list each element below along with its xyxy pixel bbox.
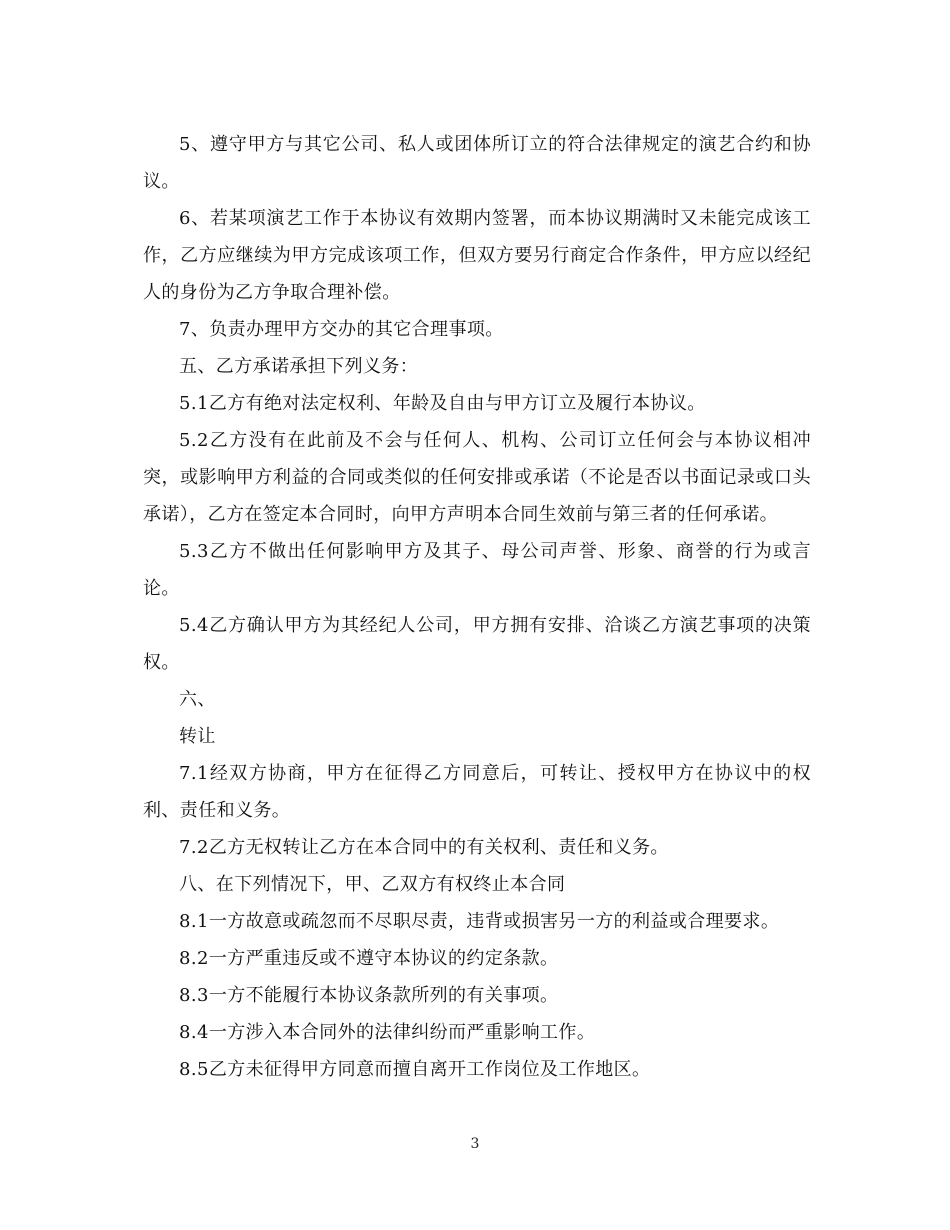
paragraph: 8.4一方涉入本合同外的法律纠纷而严重影响工作。 [179, 1022, 596, 1043]
paragraph: 8.3一方不能履行本协议条款所列的有关事项。 [179, 985, 559, 1006]
paragraph: 5.2乙方没有在此前及不会与任何人、机构、公司订立任何会与本协议相冲突，或影响甲方利益的合同或类似的任何安排或承诺（不论是否以书面记录或口头承诺），乙方在签定本合同时，向甲方声明本合同生效前与第三者的任何承诺。 [143, 430, 811, 525]
paragraph: 5.1乙方有绝对法定权利、年龄及自由与甲方订立及履行本协议。 [179, 393, 706, 414]
section-heading: 转让 [179, 726, 216, 747]
paragraph: 8.1一方故意或疏忽而不尽职尽责，违背或损害另一方的利益或合理要求。 [179, 911, 780, 932]
paragraph: 8.5乙方未征得甲方同意而擅自离开工作岗位及工作地区。 [179, 1059, 651, 1080]
paragraph: 7.1经双方协商，甲方在征得乙方同意后，可转让、授权甲方在协议中的权利、责任和义务。 [143, 763, 811, 821]
section-heading: 六、 [179, 689, 216, 710]
paragraph: 7.2乙方无权转让乙方在本合同中的有关权利、责任和义务。 [179, 837, 669, 858]
paragraph: 5.4乙方确认甲方为其经纪人公司，甲方拥有安排、洽谈乙方演艺事项的决策权。 [143, 615, 811, 673]
paragraph: 5、遵守甲方与其它公司、私人或团体所订立的符合法律规定的演艺合约和协议。 [143, 134, 811, 192]
paragraph: 5.3乙方不做出任何影响甲方及其子、母公司声誉、形象、商誉的行为或言论。 [143, 541, 811, 599]
section-heading: 五、乙方承诺承担下列义务： [179, 356, 419, 377]
page-number: 3 [470, 1136, 480, 1152]
paragraph: 6、若某项演艺工作于本协议有效期内签署，而本协议期满时又未能完成该工作，乙方应继续为甲方完成该项工作，但双方要另行商定合作条件，甲方应以经纪人的身份为乙方争取合理补偿。 [143, 208, 811, 303]
paragraph: 8.2一方严重违反或不遵守本协议的约定条款。 [179, 948, 559, 969]
paragraph: 7、负责办理甲方交办的其它合理事项。 [179, 319, 504, 340]
document-body [143, 126, 811, 1088]
section-heading: 八、在下列情况下，甲、乙双方有权终止本合同 [179, 874, 566, 895]
